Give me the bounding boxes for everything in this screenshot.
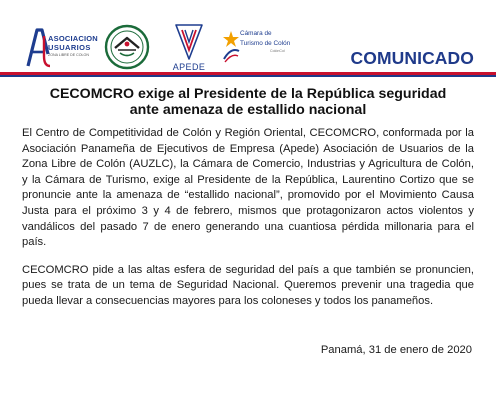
turismo-line2: Turismo de Colón [240,40,291,47]
au-logo-line2: USUARIOS [48,43,91,52]
turismo-line1: Cámara de [240,30,272,37]
au-logo-line3: ZONA LIBRE DE COLON [48,53,89,57]
letterhead [0,0,496,80]
dateline: Panamá, 31 de enero de 2020 [320,344,472,356]
turismo-line3: ColónCol [270,49,285,53]
title-line-2: ante amenaza de estallido nacional [129,102,367,118]
camara-turismo-logo [222,27,314,69]
asociacion-usuarios-logo [24,26,96,70]
title-line-1: CECOMCRO exige al Presidente de la República seguridad [49,86,447,102]
header-rule-blue [0,75,496,77]
apede-logo [166,22,212,74]
seal-icon [104,24,150,70]
body-paragraph-2: CECOMCRO pide a las altas esfera de seguridad del país a que también se pronuncien, pues se trata de un tema de Seguridad Nacional. Queremos prevenir una tragedia que pueda llevar a consecuencias mayores para los coloneses y todos los panameños. [22,263,474,307]
document-body [22,126,474,320]
apede-shield-icon [166,22,212,62]
camara-comercio-seal [104,24,150,70]
apede-label: APEDE [172,62,206,72]
au-logo-line1: ASOCIACION [48,34,98,43]
body-paragraph-1: El Centro de Competitividad de Colón y Región Oriental, CECOMCRO, conformada por la Asociación Panameña de Ejecutivos de Empresa (Apede) Asociación de Usuarios de la Zona Libre de Colón (AUZLC), la Cámara de Comercio, Industrias y Agricultura de Colón, y la Cámara de Turismo, exige al Presidente de la República, Laurentino Cortizo que se pronuncie ante la amenaza de “estallido nacional”, promovido por el Movimiento Causa Justa para el próximo 3 y 4 de febrero, mismos que protagonizaron actos violentos y vandálicos del pasado 7 de enero generando una cuantiosa pérdida millonaria para el país. [22,127,474,249]
comunicado-badge: COMUNICADO [350,48,474,68]
document-title [20,86,476,118]
star-swoosh-icon [222,29,240,63]
